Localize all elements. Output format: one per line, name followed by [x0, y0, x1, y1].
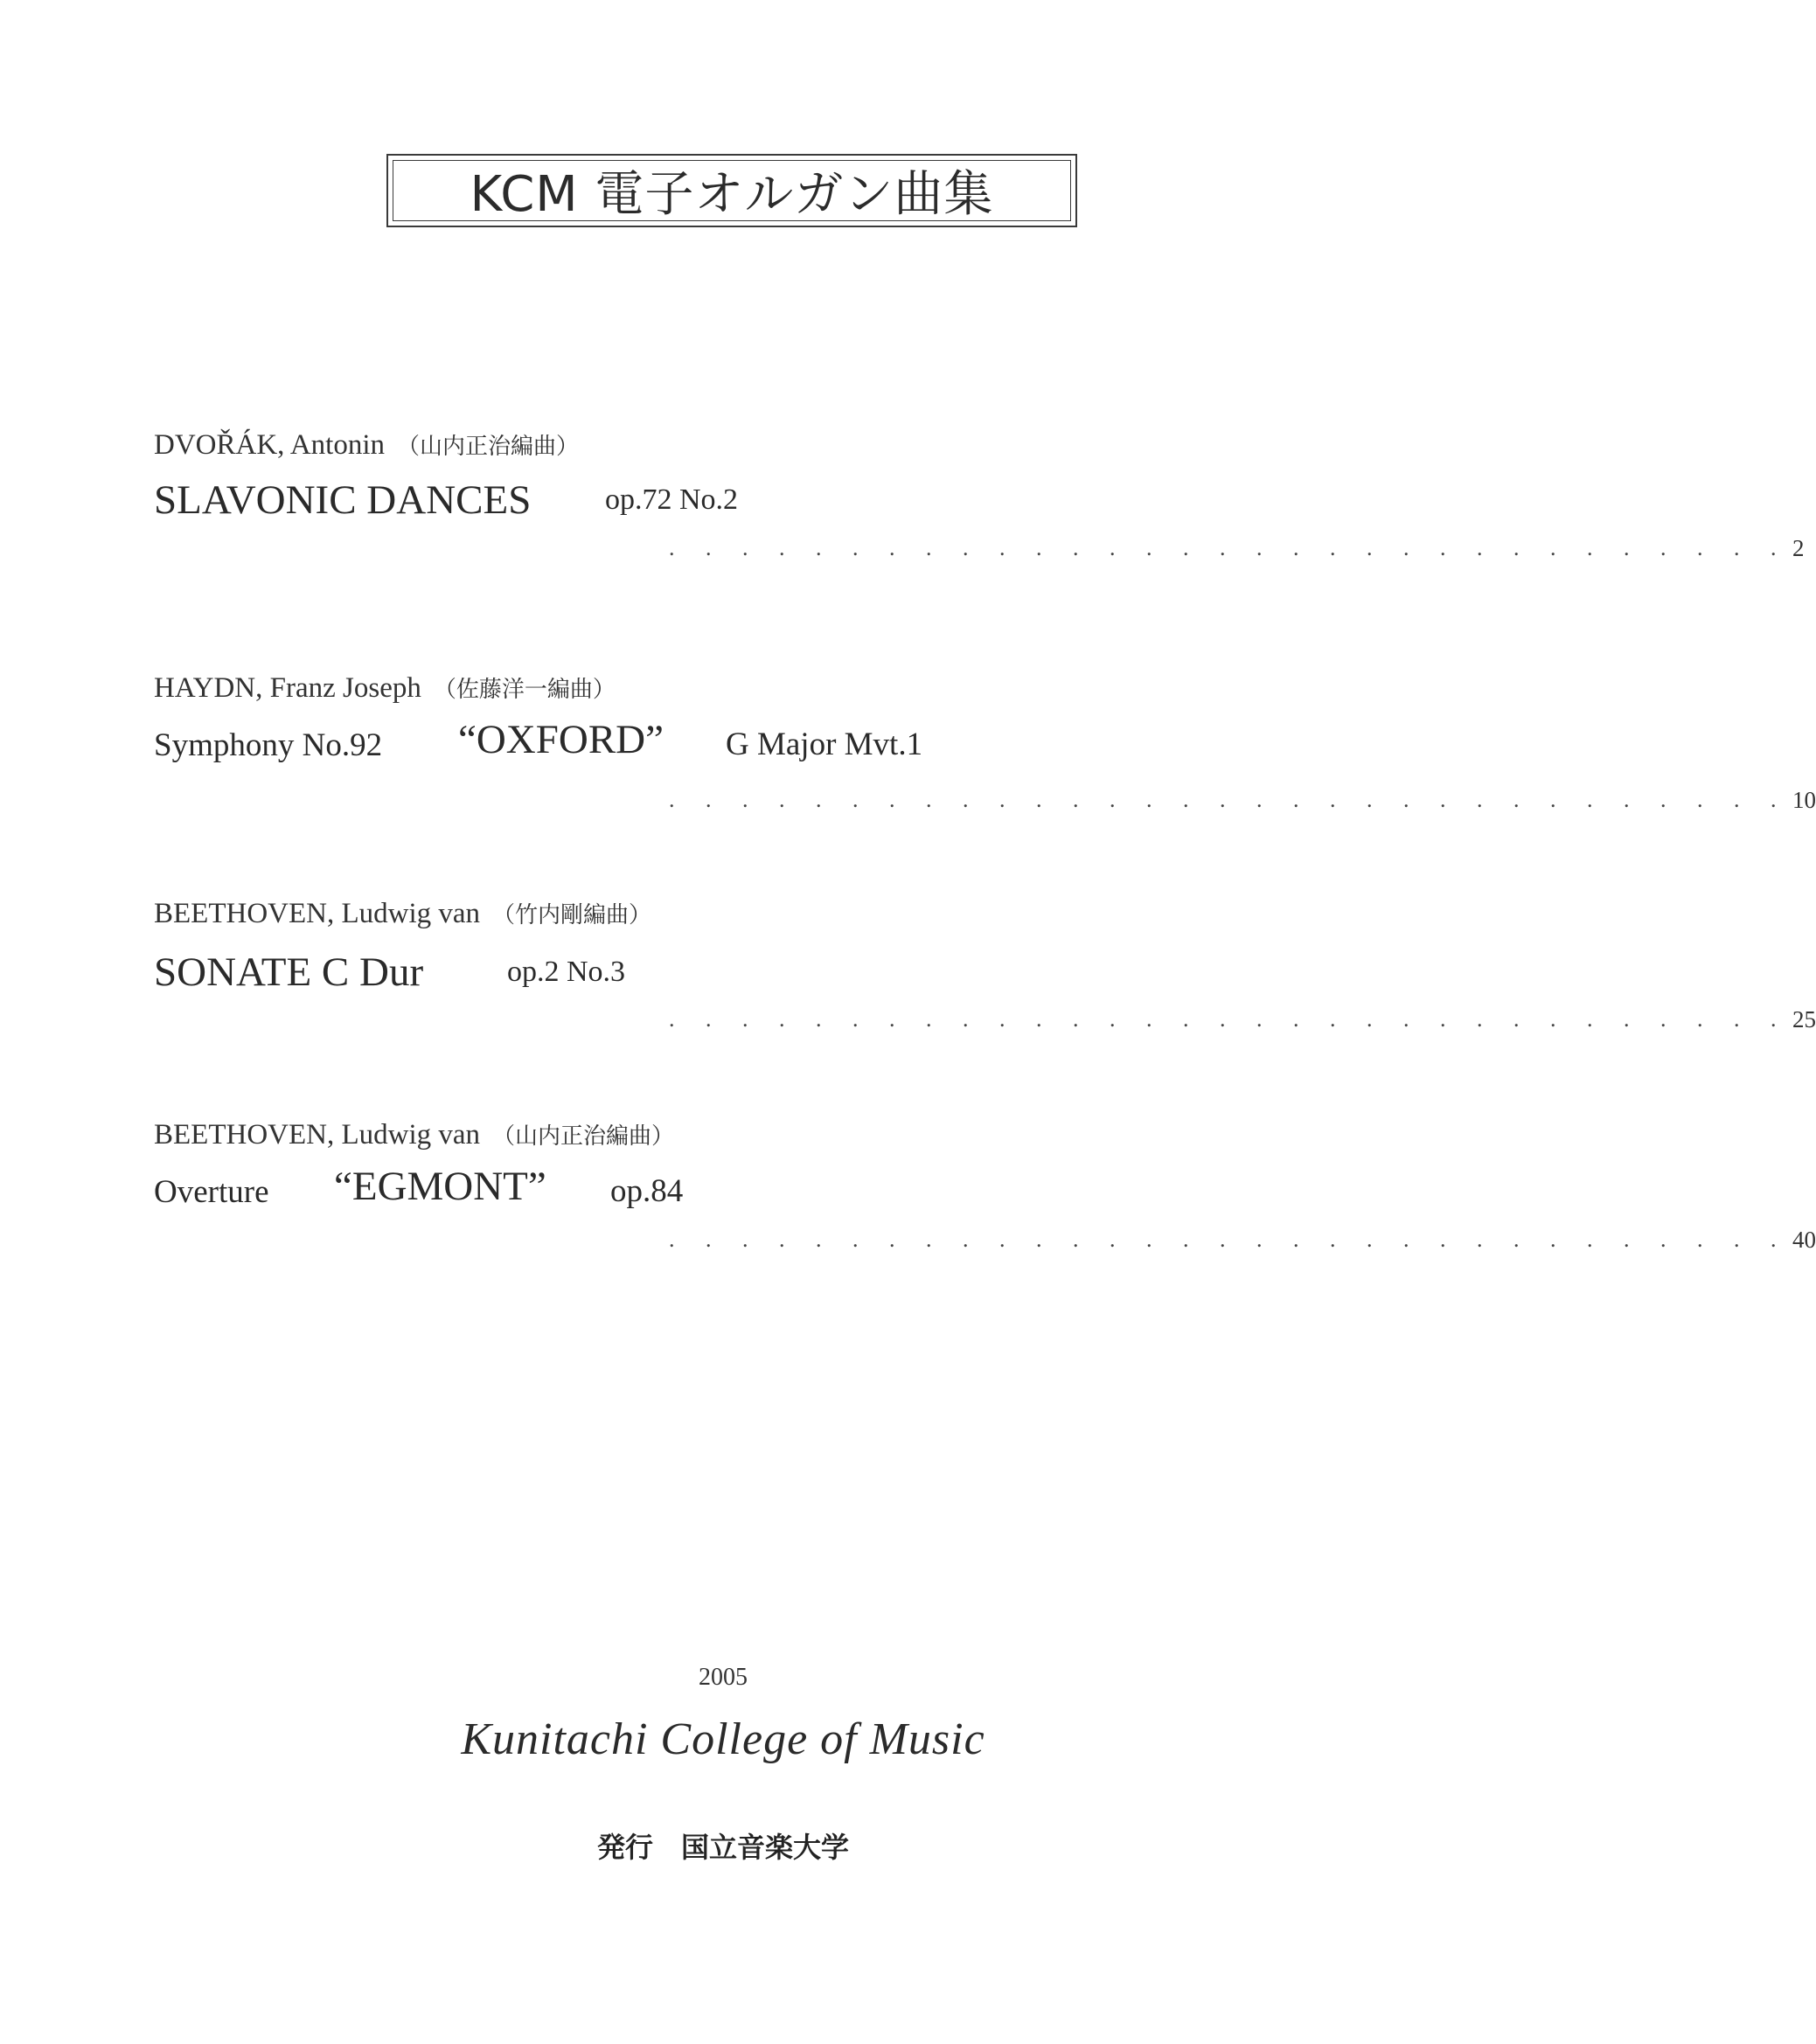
work-title: SLAVONIC DANCES — [154, 477, 532, 523]
toc-entry-haydn — [154, 671, 1273, 784]
work-title: Symphony No.92 — [154, 727, 383, 763]
work-title: SONATE C Dur — [154, 949, 424, 995]
work-nickname: “EGMONT” — [334, 1164, 546, 1209]
work-key-movement: G Major Mvt.1 — [726, 727, 923, 762]
toc-leader-dvorak — [669, 535, 1805, 561]
leader-dots: . . . . . . . . . . . . . . . . . . . . . . . . . . . . . . . — [669, 535, 1789, 560]
composer-name: DVOŘÁK, Antonin — [154, 429, 386, 461]
page-number: 2 — [1792, 535, 1805, 561]
leader-dots: . . . . . . . . . . . . . . . . . . . . . . . . . . . . . . . — [669, 787, 1789, 812]
title-inner-frame — [393, 160, 1071, 221]
work-opus: op.72 No.2 — [605, 483, 739, 516]
composer-line — [154, 671, 1273, 706]
page-number: 10 — [1792, 787, 1816, 813]
work-nickname: “OXFORD” — [458, 717, 664, 762]
page-number: 40 — [1792, 1227, 1816, 1253]
work-opus: op.84 — [610, 1173, 684, 1209]
toc-entry-beethoven-egmont — [154, 1117, 1273, 1231]
arranger-credit: （山内正治編曲） — [397, 434, 580, 459]
composer-line — [154, 896, 1273, 931]
college-name: Kunitachi College of Music — [461, 1714, 985, 1764]
composer-name: BEETHOVEN, Ludwig van — [154, 1119, 481, 1151]
toc-entry-beethoven-sonate — [154, 896, 1273, 1010]
toc-leader-haydn — [669, 787, 1816, 813]
arranger-credit: （佐藤洋一編曲） — [433, 677, 616, 702]
work-opus: op.2 No.3 — [507, 956, 626, 988]
publisher-line: 発行 国立音楽大学 — [596, 1831, 849, 1864]
work-title: Overture — [154, 1174, 269, 1210]
page-title: KCM 電子オルガン曲集 — [470, 166, 994, 223]
composer-name: BEETHOVEN, Ludwig van — [154, 898, 481, 929]
composer-line — [154, 428, 1273, 462]
toc-leader-beethoven-egmont — [669, 1227, 1816, 1253]
toc-leader-beethoven-sonate — [669, 1006, 1816, 1032]
leader-dots: . . . . . . . . . . . . . . . . . . . . . . . . . . . . . . . — [669, 1227, 1789, 1252]
page-number: 25 — [1792, 1006, 1816, 1032]
composer-line — [154, 1117, 1273, 1152]
title-box — [386, 154, 1077, 227]
arranger-credit: （山内正治編曲） — [492, 1123, 675, 1149]
publication-year: 2005 — [699, 1664, 748, 1691]
leader-dots: . . . . . . . . . . . . . . . . . . . . . . . . . . . . . . . — [669, 1006, 1789, 1032]
arranger-credit: （竹内剛編曲） — [492, 902, 652, 928]
composer-name: HAYDN, Franz Joseph — [154, 672, 421, 704]
